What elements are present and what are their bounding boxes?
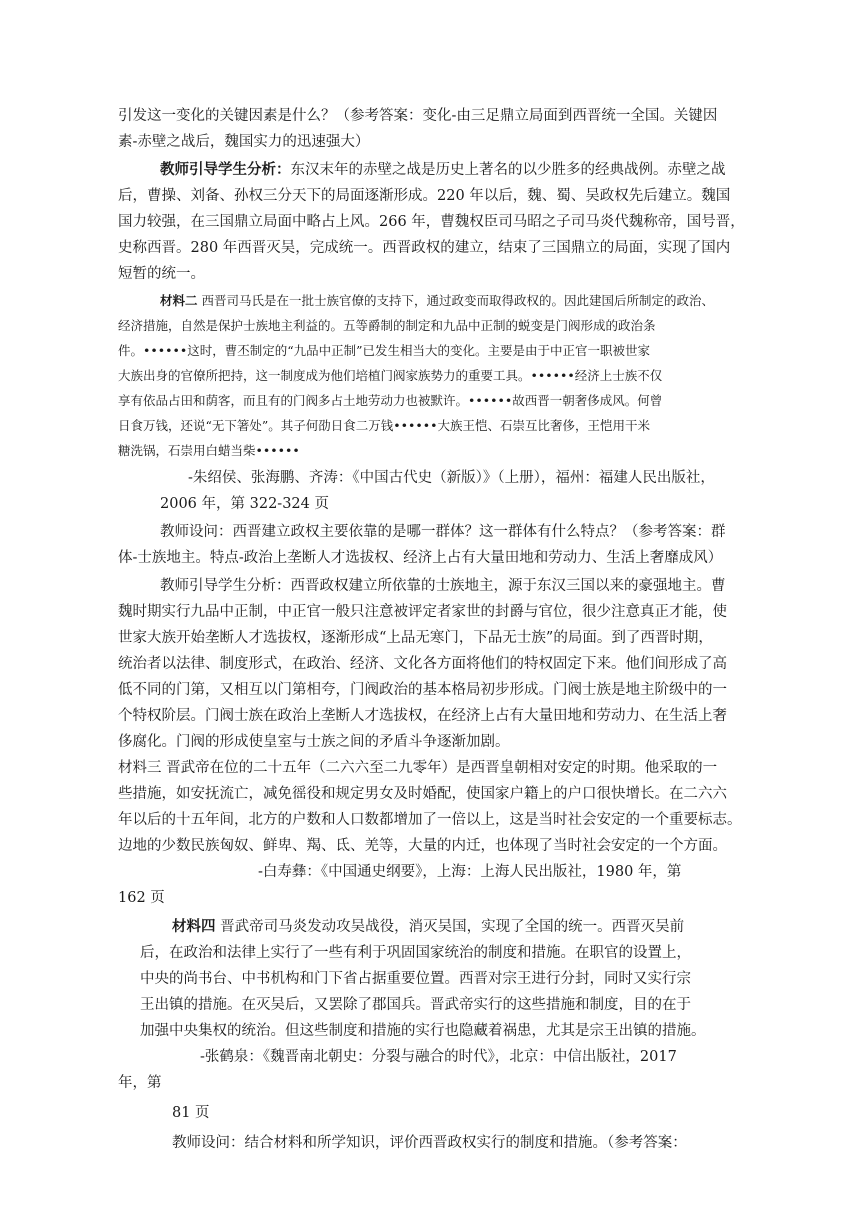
citation-line: 81 页 <box>172 1105 210 1121</box>
text-line: 享有依品占田和荫客，而且有的门阀多占土地劳动力也被默许。••••••故西晋一朝奢侈成风。何曾 <box>118 393 663 408</box>
text-line: 王出镇的措施。在灭吴后，又罢除了郡国兵。晋武帝实行的这些措施和制度，目的在于 <box>140 997 691 1013</box>
text-line: 魏时期实行九品中正制，中正官一般只注意被评定者家世的封爵与官位，很少注意真正才能，使 <box>118 604 727 620</box>
text-line: 统治者以法律、制度形式，在政治、经济、文化各方面将他们的特权固定下来。他们间形成了高 <box>118 656 727 672</box>
text-line: 素-赤壁之战后，魏国实力的迅速强大） <box>118 134 370 150</box>
text-line: 引发这一变化的关键因素是什么？（参考答案：变化-由三足鼎立局面到西晋统一全国。关键因 <box>118 108 718 124</box>
text-line: 体-士族地主。特点-政治上垄断人才选拔权、经济上占有大量田地和劳动力、生活上奢靡成风） <box>118 550 723 566</box>
text-line: 大族出身的官僚所把持，这一制度成为他们培植门阀家族势力的重要工具。••••••经济上士族不仅 <box>118 368 663 383</box>
text-line: 件。••••••这时，曹丕制定的“九品中正制”已发生相当大的变化。主要是由于中正官一职被世家 <box>118 343 651 358</box>
text-line: 后，曹操、刘备、孙权三分天下的局面逐渐形成。220 年以后，魏、蜀、吴政权先后建立。魏国 <box>118 188 731 204</box>
text-line: 国力较强，在三国鼎立局面中略占上风。266 年，曹魏权臣司马昭之子司马炎代魏称帝，国号晋， <box>118 214 745 230</box>
text-line: 后，在政治和法律上实行了一些有利于巩固国家统治的制度和措施。在职官的设置上， <box>140 945 691 961</box>
text-line: 西晋司马氏是在一批士族官僚的支持下，通过政变而取得政权的。因此建国后所制定的政治、 <box>201 293 715 308</box>
paragraph-material-2 <box>160 288 714 313</box>
citation-line: -白寿彝：《中国通史纲要》，上海：上海人民出版社，1980 年，第 <box>258 864 682 880</box>
text-line: 史称西晋。280 年西晋灭吴，完成统一。西晋政权的建立，结束了三国鼎立的局面，实现了国内 <box>118 240 731 256</box>
citation-line: 2006 年，第 322-324 页 <box>160 496 329 512</box>
paragraph-material-4 <box>172 914 684 940</box>
text-line: 侈腐化。门阀的形成使皇室与士族之间的矛盾斗争逐渐加剧。 <box>118 734 510 750</box>
citation-line: -张鹤泉：《魏晋南北朝史：分裂与融合的时代》，北京：中信出版社，2017 <box>200 1049 677 1065</box>
citation-line: -朱绍侯、张海鹏、齐涛：《中国古代史（新版）》（上册），福州：福建人民出版社， <box>188 470 715 486</box>
text-line: 晋武帝司马炎发动攻吴战役，消灭吴国，实现了全国的统一。西晋灭吴前 <box>220 919 685 935</box>
text-line: 教师设问：结合材料和所学知识，评价西晋政权实行的制度和措施。（参考答案： <box>172 1135 687 1151</box>
text-line: 边地的少数民族匈奴、鲜卑、羯、氐、羌等，大量的内迁，也体现了当时社会安定的一个方面。 <box>118 838 727 854</box>
text-line: 短暂的统一。 <box>118 266 205 282</box>
text-line: 中央的尚书台、中书机构和门下省占据重要位置。西晋对宗王进行分封，同时又实行宗 <box>140 971 691 987</box>
text-line: 糖洗锅，石崇用白蜡当柴•••••• <box>118 443 300 458</box>
material-2-label: 材料二 <box>160 293 198 308</box>
text-line: 低不同的门第，又相互以门第相夸，门阀政治的基本格局初步形成。门阀士族是地主阶级中的一 <box>118 682 727 698</box>
text-line: 教师引导学生分析：西晋政权建立所依靠的士族地主，源于东汉三国以来的豪强地主。曹 <box>160 578 726 594</box>
text-line: 日食万钱，还说“无下箸处”。其子何劭日食二万钱••••••大族王恺、石崇互比奢侈，王恺用干米 <box>118 418 651 433</box>
text-line: 教师设问：西晋建立政权主要依靠的是哪一群体？这一群体有什么特点？（参考答案：群 <box>160 524 726 540</box>
text-line: 东汉末年的赤壁之战是历史上著名的以少胜多的经典战例。赤壁之战 <box>290 162 726 178</box>
teacher-guide-label: 教师引导学生分析： <box>160 161 291 178</box>
text-line: 经济措施，自然是保护士族地主利益的。五等爵制的制定和九品中正制的蜕变是门阀形成的政治条 <box>118 318 656 333</box>
citation-line: 162 页 <box>118 890 165 906</box>
text-line: 个特权阶层。门阀士族在政治上垄断人才选拔权，在经济上占有大量田地和劳动力、在生活上奢 <box>118 708 727 724</box>
citation-line: 年，第 <box>118 1075 162 1091</box>
text-line: 材料三 晋武帝在位的二十五年（二六六至二九零年）是西晋皇朝相对安定的时期。他采取的一 <box>118 760 718 776</box>
text-line: 加强中央集权的统治。但这些制度和措施的实行也隐藏着祸患，尤其是宗王出镇的措施。 <box>140 1023 706 1039</box>
text-line: 些措施，如安抚流亡，减免徭役和规定男女及时婚配，使国家户籍上的户口很快增长。在二六六 <box>118 786 727 802</box>
text-line: 年以后的十五年间，北方的户数和人口数都增加了一倍以上，这是当时社会安定的一个重要标志。 <box>118 812 742 828</box>
paragraph-teacher-analysis <box>160 157 726 183</box>
material-4-label: 材料四 <box>172 918 216 935</box>
text-line: 世家大族开始垄断人才选拔权，逐渐形成“上品无寒门，下品无士族”的局面。到了西晋时期， <box>118 630 713 646</box>
